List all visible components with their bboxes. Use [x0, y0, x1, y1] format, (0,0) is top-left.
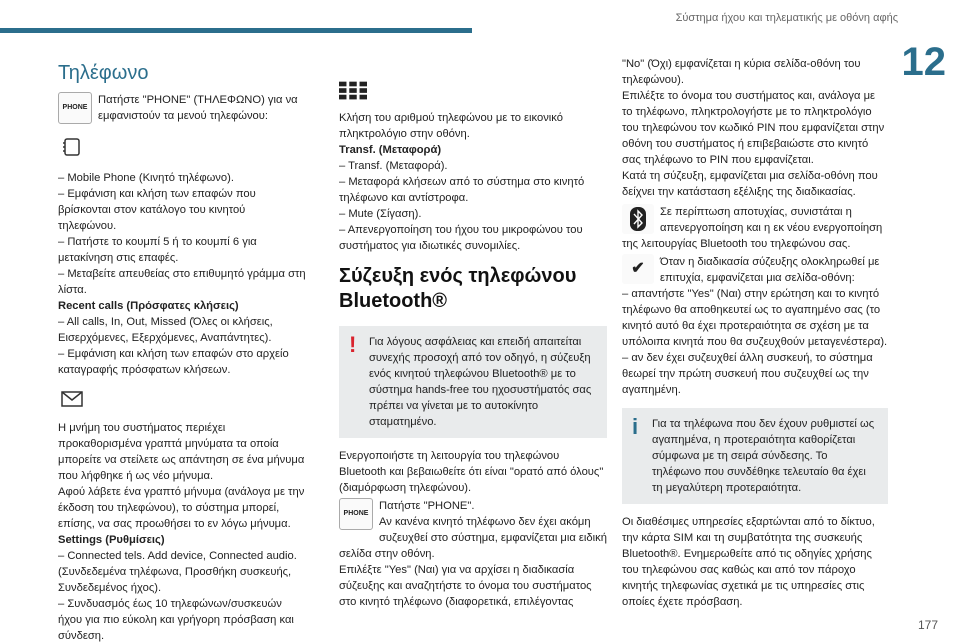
- contacts-book-icon: [58, 134, 86, 160]
- text-line: – All calls, In, Out, Missed (Όλες οι κλήσεις, Εισερχόμενες, Εξερχόμενες, Αναπάντητες).: [58, 316, 273, 344]
- top-accent-bar: [0, 28, 472, 33]
- text-line: Αν κανένα κινητό τηλέφωνο δεν έχει ακόμη συζευχθεί στο σύστημα, εμφανίζεται μια ειδική σελίδα στην οθόνη.: [339, 516, 607, 560]
- text-line: Σε περίπτωση αποτυχίας, συνιστάται η απενεργοποίηση και η εκ νέου ενεργοποίηση της λειτουργίας Bluetooth του τηλεφώνου σας.: [622, 206, 883, 250]
- text-line: – Απενεργοποίηση του ήχου του μικροφώνου του συστήματος για ιδιωτικές συνομιλίες.: [339, 224, 583, 252]
- text-line: Recent calls (Πρόσφατες κλήσεις): [58, 300, 239, 312]
- info-text: Για τα τηλέφωνα που δεν έχουν ρυθμιστεί ως αγαπημένα, η προτεραιότητα καθορίζεται σύμφωνα με τη σειρά σύνδεσης. Το τηλέφωνο που συνδέθηκε τελευταίο θα έχει τη μεγαλύτερη προτεραιότητα.: [652, 418, 875, 494]
- text-line: Ενεργοποιήστε τη λειτουργία του τηλεφώνου Bluetooth και βεβαιωθείτε ότι είναι "ορατό από όλους" (διαμόρφωση τηλεφώνου).: [339, 450, 604, 494]
- text-line: – Συνδυασμός έως 10 τηλεφώνων/συσκευών ήχου για πιο εύκολη και γρήγορη πρόσβαση και σύνδεση.: [58, 598, 294, 642]
- keypad-grid-icon: [339, 78, 367, 104]
- text-line: – απαντήστε "Yes" (Ναι) στην ερώτηση και το κινητό τηλέφωνο θα αποθηκευτεί ως το αγαπημένο σας (το κινητό αυτό θα έχει προτεραιότητα σε σχέση με τα υπόλοιπα κινητά που θα συζευχθούν μεταγενέστερα).: [622, 288, 888, 348]
- text-line: Η μνήμη του συστήματος περιέχει προκαθορισμένα γραπτά μηνύματα τα οποία μπορείτε να στείλετε ως απάντηση σε ένα μήνυμα που λήφθηκε ή ως νέο μήνυμα.: [58, 422, 305, 482]
- info-box: [622, 408, 888, 504]
- text-line: Οι διαθέσιμες υπηρεσίες εξαρτώνται από το δίκτυο, την κάρτα SIM και τη συμβατότητα της συσκευής Bluetooth®. Ενημερωθείτε από τις οδηγίες χρήσης του τηλεφώνου σας καθώς και από τον πάροχο κινητής τηλεφωνίας σχετικά με τις υπηρεσίες στις οποίες έχετε πρόσβαση.: [622, 516, 875, 608]
- text-line: Πατήστε "PHONE".: [379, 500, 475, 512]
- warning-box: [339, 326, 607, 438]
- section-heading-bluetooth: Σύζευξη ενός τηλεφώνου Bluetooth®: [339, 265, 577, 312]
- warning-text: Για λόγους ασφάλειας και επειδή απαιτείται συνεχής προσοχή από τον οδηγό, η σύζευξη ενός κινητού τηλεφώνου Bluetooth® με το σύστημα hands-free του ηχοσυστήματός σας πρέπει να γίνεται με το αυτοκίνητο σταματημένο.: [369, 336, 592, 428]
- page-number: 177: [917, 618, 938, 632]
- text-line: – Mute (Σίγαση).: [339, 208, 422, 220]
- message-envelope-icon: [58, 386, 86, 412]
- text-line: "No" (Όχι) εμφανίζεται η κύρια σελίδα-οθόνη του τηλεφώνου).: [622, 58, 861, 86]
- text-line: – Μεταβείτε απευθείας στο επιθυμητό γράμμα στη λίστα.: [58, 268, 306, 296]
- text-line: – Πατήστε το κουμπί 5 ή το κουμπί 6 για μετακίνηση στις επαφές.: [58, 236, 257, 264]
- warning-icon: !: [349, 332, 357, 357]
- phone-button-icon: PHONE: [58, 92, 92, 124]
- text-line: Κατά τη σύζευξη, εμφανίζεται μια σελίδα-οθόνη που δείχνει την κατάσταση εξέλιξης της διαδικασίας.: [622, 170, 878, 198]
- text-line: Επιλέξτε "Yes" (Ναι) για να αρχίσει η διαδικασία σύζευξης και αναζητήστε το όνομα του συστήματος στο κινητό τηλέφωνο (διαφορετικά, επιλέγοντας: [339, 564, 592, 608]
- success-note: [622, 254, 888, 286]
- text-line: Επιλέξτε το όνομα του συστήματος και, ανάλογα με το τηλέφωνο, πληκτρολογήστε με το πληκτρολόγιο του τηλεφώνου τον κωδικό PIN που εμφανίζεται στην οθόνη του συστήματος ή επιβεβαιώστε στο κινητό σας τηλέφωνο το PIN που εμφανίζεται.: [622, 90, 885, 166]
- section-header: Σύστημα ήχου και τηλεματικής με οθόνη αφής: [675, 12, 898, 24]
- column-3: [622, 56, 888, 610]
- column-1: [58, 62, 306, 644]
- intro-text: Πατήστε "PHONE" (ΤΗΛΕΦΩΝΟ) για να εμφανιστούν τα μενού τηλεφώνου:: [98, 94, 298, 122]
- text-line: Όταν η διαδικασία σύζευξης ολοκληρωθεί με επιτυχία, εμφανίζεται μια σελίδα-οθόνη:: [660, 256, 880, 284]
- text-line: – Connected tels. Add device, Connected audio. (Συνδεδεμένα τηλέφωνα, Προσθήκη συσκευής, Συνδεδεμένος ήχος).: [58, 550, 297, 594]
- phone-intro: [58, 92, 306, 124]
- text-line: – Transf. (Μεταφορά).: [339, 160, 448, 172]
- text-line: – Εμφάνιση και κλήση των επαφών στο αρχείο καταγραφής πρόσφατων κλήσεων.: [58, 348, 289, 376]
- phone-press-block: [339, 498, 607, 562]
- text-line: Αφού λάβετε ένα γραπτό μήνυμα (ανάλογα με την έκδοση του τηλεφώνου), το σύστημα μπορεί, επίσης, να σας προωθήσει το εν λόγω μήνυμα.: [58, 486, 305, 530]
- page-title: Τηλέφωνο: [58, 62, 149, 84]
- text-line: Κλήση του αριθμού τηλεφώνου με το εικονικό πληκτρολόγιο στην οθόνη.: [339, 112, 563, 140]
- phone-button-icon: PHONE: [339, 498, 373, 530]
- text-line: Transf. (Μεταφορά): [339, 144, 442, 156]
- bluetooth-icon: [622, 204, 654, 234]
- text-line: – αν δεν έχει συζευχθεί άλλη συσκευή, το σύστημα θεωρεί την πρώτη συσκευή που συζευχθεί ως την αγαπημένη.: [622, 352, 873, 396]
- info-icon: i: [632, 414, 639, 439]
- chapter-number: 12: [901, 40, 946, 84]
- text-line: – Μεταφορά κλήσεων από το σύστημα στο κινητό τηλέφωνο και αντίστροφα.: [339, 176, 585, 204]
- text-line: – Mobile Phone (Κινητό τηλέφωνο).: [58, 172, 234, 184]
- text-line: – Εμφάνιση και κλήση των επαφών που βρίσκονται στον κατάλογο του κινητού τηλεφώνου.: [58, 188, 256, 232]
- checkmark-icon: ✔: [622, 254, 654, 284]
- column-2: [339, 78, 607, 610]
- text-line: Settings (Ρυθμίσεις): [58, 534, 165, 546]
- bluetooth-note: [622, 204, 888, 252]
